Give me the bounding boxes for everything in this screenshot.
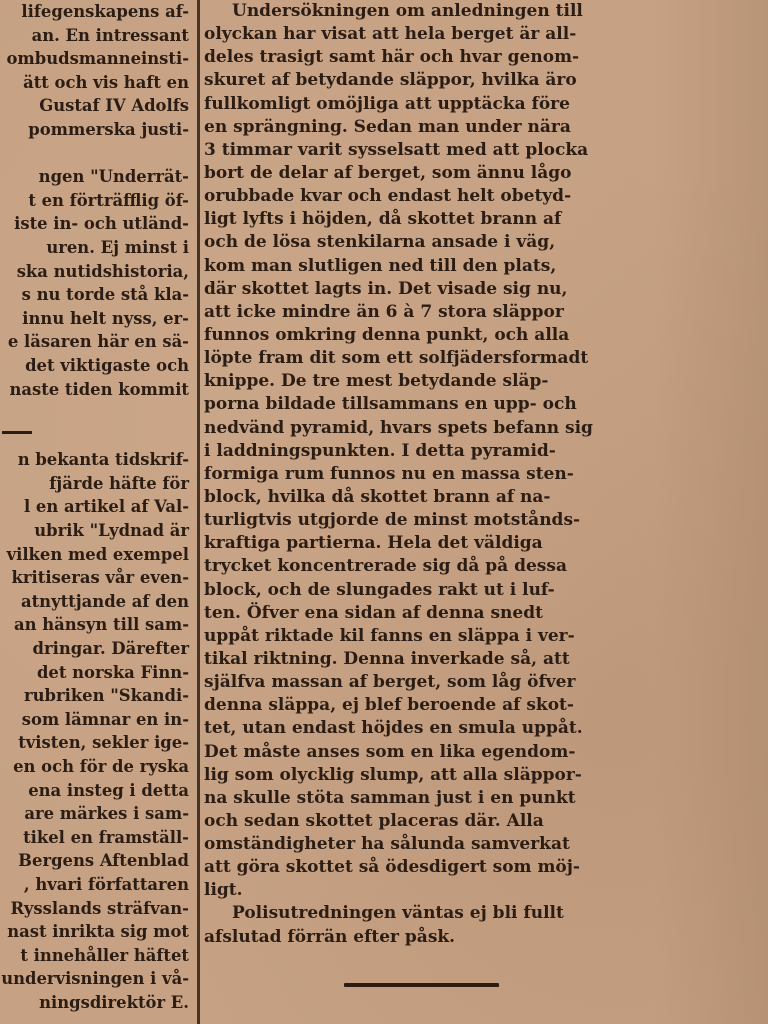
article-body bbox=[204, 0, 624, 902]
text-line: s nu torde stå kla- bbox=[21, 285, 189, 305]
text-line: Rysslands sträfvan- bbox=[10, 898, 189, 918]
text-line: are märkes i sam- bbox=[24, 804, 189, 824]
article-column bbox=[204, 0, 624, 1024]
article-line: ligt. bbox=[204, 880, 243, 901]
article-line: knippe. De tre mest betydande släp- bbox=[204, 371, 549, 392]
article-line: Det måste anses som en lika egendom- bbox=[204, 741, 576, 762]
text-line: en och för de ryska bbox=[13, 757, 189, 776]
text-line: rubriken "Skandi- bbox=[23, 686, 189, 706]
section-gap bbox=[0, 425, 192, 449]
left-column bbox=[0, 0, 192, 1024]
article-line: där skottet lagts in. Det visade sig nu, bbox=[204, 278, 568, 299]
text-line: e läsaren här en sä- bbox=[7, 332, 189, 352]
article-line: olyckan har visat att hela berget är all- bbox=[204, 24, 577, 45]
article-line: löpte fram dit som ett solfjädersformadt bbox=[204, 348, 589, 369]
text-line: Bergens Aftenblad bbox=[18, 851, 189, 871]
article-line: att icke mindre än 6 à 7 stora släppor bbox=[204, 301, 564, 322]
article-line: funnos omkring denna punkt, och alla bbox=[204, 324, 570, 345]
paragraph-gap bbox=[0, 142, 192, 166]
text-line: an. En intressant bbox=[31, 25, 189, 45]
article-line: Undersökningen om anledningen till bbox=[232, 1, 583, 21]
article-line: att göra skottet så ödesdigert som möj- bbox=[204, 857, 580, 878]
text-line: naste tiden kommit bbox=[9, 379, 189, 399]
left-column-middle-block bbox=[0, 165, 192, 401]
article-line: denna släppa, ej blef beroende af skot- bbox=[204, 695, 574, 716]
article-line: deles trasigt samt här och hvar genom- bbox=[204, 47, 580, 68]
text-line: , hvari författaren bbox=[23, 874, 189, 894]
article-line: omständigheter ha sålunda samverkat bbox=[204, 834, 570, 855]
text-line: Gustaf IV Adolfs bbox=[39, 96, 189, 116]
article-line: skuret af betydande släppor, hvilka äro bbox=[204, 70, 577, 91]
text-line: t innehåller häftet bbox=[20, 945, 189, 965]
text-line: ena insteg i detta bbox=[28, 780, 189, 800]
article-line: 3 timmar varit sysselsatt med att plocka bbox=[204, 139, 589, 160]
article-line: ligt lyfts i höjden, då skottet brann af bbox=[204, 209, 562, 230]
text-line: atnyttjande af den bbox=[20, 591, 189, 611]
article-line: kom man slutligen ned till den plats, bbox=[204, 255, 557, 276]
article-line: block, hvilka då skottet brann af na- bbox=[204, 486, 551, 507]
text-line: ubrik "Lydnad är bbox=[34, 521, 189, 541]
article-line: Polisutredningen väntas ej bli fullt bbox=[232, 903, 564, 924]
text-line: pommerska justi- bbox=[28, 119, 189, 139]
text-line: ningsdirektör E. bbox=[39, 992, 189, 1012]
text-line: uren. Ej minst i bbox=[46, 237, 189, 257]
text-line: iste in- och utländ- bbox=[14, 214, 189, 234]
article-line: trycket koncentrerade sig då på dessa bbox=[204, 556, 567, 577]
text-line: ska nutidshistoria, bbox=[16, 261, 189, 281]
text-line: t en förträfflig öf- bbox=[28, 190, 189, 210]
text-line: nast inrikta sig mot bbox=[7, 922, 189, 942]
text-line: an hänsyn till sam- bbox=[13, 615, 189, 635]
article-line: ten. Öfver ena sidan af denna snedt bbox=[204, 602, 543, 623]
text-line: som lämnar en in- bbox=[21, 709, 189, 729]
article-line: uppåt riktade kil fanns en släppa i ver- bbox=[204, 625, 575, 646]
section-separator-rule bbox=[2, 431, 32, 434]
text-line: n bekanta tidskrif- bbox=[17, 450, 189, 470]
column-divider bbox=[197, 0, 200, 1024]
left-column-bottom-block bbox=[0, 448, 192, 1014]
text-line: tvisten, sekler ige- bbox=[18, 733, 189, 753]
article-line: själfva massan af berget, som låg öfver bbox=[204, 672, 576, 693]
article-line: turligtvis utgjorde de minst motstånds- bbox=[204, 510, 581, 531]
article-line: lig som olycklig slump, att alla släppor- bbox=[204, 764, 582, 785]
text-line: undervisningen i vå- bbox=[1, 969, 189, 989]
article-line: nedvänd pyramid, hvars spets befann sig bbox=[204, 417, 593, 438]
text-line: dringar. Därefter bbox=[32, 639, 189, 659]
article-line: afslutad förrän efter påsk. bbox=[204, 926, 456, 947]
text-line: det viktigaste och bbox=[25, 355, 189, 375]
article-line: i laddningspunkten. I detta pyramid- bbox=[204, 440, 556, 461]
article-line: block, och de slungades rakt ut i luf- bbox=[204, 579, 555, 600]
article-line: kraftiga partierna. Hela det väldiga bbox=[204, 533, 543, 554]
text-line: ngen "Underrät- bbox=[38, 167, 189, 187]
section-gap bbox=[0, 401, 192, 425]
article-line: och de lösa stenkilarna ansade i väg, bbox=[204, 232, 556, 253]
article-line: porna bildade tillsammans en upp- och bbox=[204, 394, 577, 415]
article-line: tet, utan endast höjdes en smula uppåt. bbox=[204, 718, 583, 739]
article-line: bort de delar af berget, som ännu lågo bbox=[204, 162, 572, 183]
article-line: fullkomligt omöjliga att upptäcka före bbox=[204, 93, 570, 114]
article-closing-paragraph bbox=[204, 902, 624, 948]
article-line: formiga rum funnos nu en massa sten- bbox=[204, 463, 574, 484]
article-line: na skulle stöta samman just i en punkt bbox=[204, 787, 576, 808]
text-line: det norska Finn- bbox=[36, 662, 189, 682]
left-column-top-block bbox=[0, 0, 192, 142]
article-line: en sprängning. Sedan man under nära bbox=[204, 116, 571, 137]
text-line: vilken med exempel bbox=[6, 544, 189, 564]
article-end-rule bbox=[344, 983, 499, 987]
text-line: fjärde häfte för bbox=[49, 473, 189, 493]
article-line: tikal riktning. Denna inverkade så, att bbox=[204, 648, 570, 669]
text-line: lifegenskapens af- bbox=[21, 2, 189, 21]
text-line: kritiseras vår even- bbox=[11, 568, 189, 588]
article-line: orubbade kvar och endast helt obetyd- bbox=[204, 186, 572, 207]
text-line: innu helt nyss, er- bbox=[22, 308, 189, 328]
text-line: ombudsmanneinsti- bbox=[6, 49, 189, 69]
text-line: tikel en framställ- bbox=[23, 827, 189, 847]
article-line: och sedan skottet placeras där. Alla bbox=[204, 810, 544, 831]
text-line: l en artikel af Val- bbox=[24, 497, 189, 517]
text-line: ätt och vis haft en bbox=[23, 72, 189, 92]
page-margin-shade bbox=[655, 0, 768, 1024]
